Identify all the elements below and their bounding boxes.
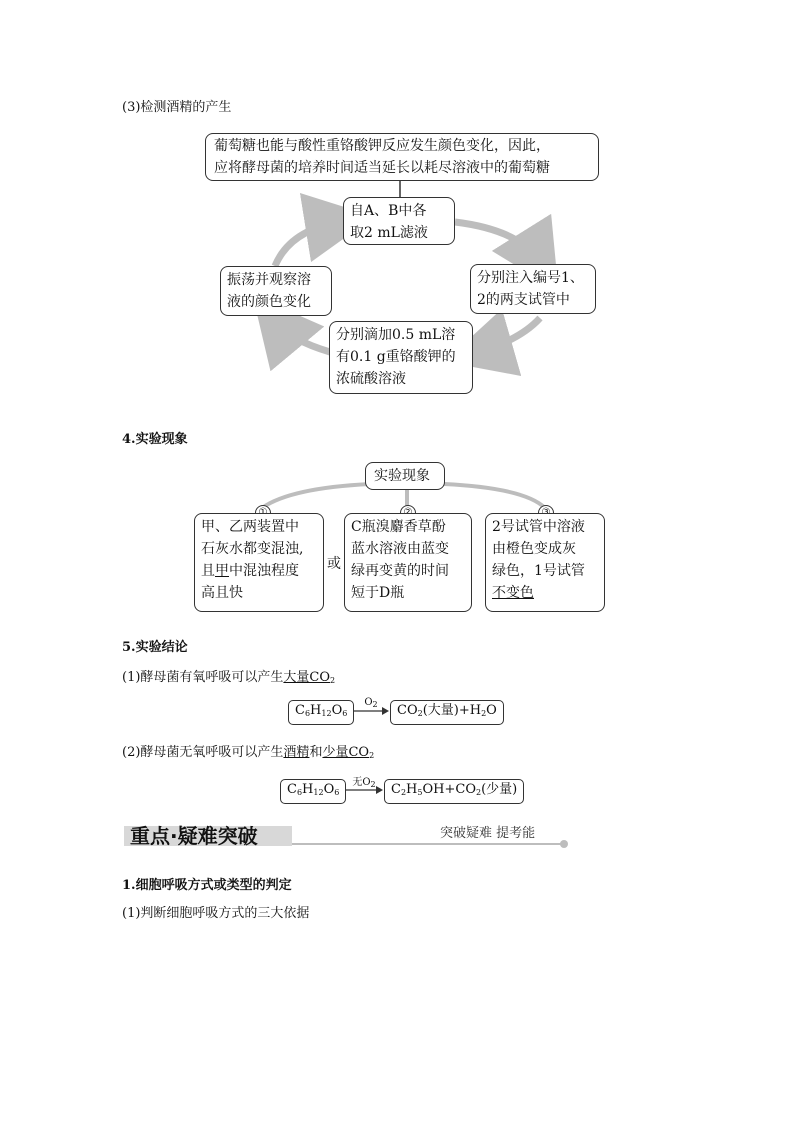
step3-line-1: 分别滴加0.5 mL溶 — [336, 327, 456, 343]
c1-u-text: 大量CO — [283, 670, 331, 685]
eq2-arrow — [344, 785, 384, 795]
p1-line-3 — [201, 560, 317, 582]
p3-line-2: 由橙色变成灰 — [492, 541, 576, 557]
arrow-4-to-1 — [275, 222, 340, 266]
p2-line-1: C瓶溴麝香草酚 — [351, 519, 446, 535]
phenomena-root — [365, 462, 445, 490]
c2-pre: (2)酵母菌无氧呼吸可以产生 — [122, 745, 284, 760]
step2-line-1: 分别注入编号1、 — [477, 270, 584, 286]
step1-line-2: 取2 mL滤液 — [350, 225, 428, 241]
phenomena-root-label: 实验现象 — [374, 468, 430, 484]
step3-line-2: 有0.1 g重铬酸钾的 — [336, 349, 456, 365]
p3-line-3: 绿色，1号试管 — [492, 563, 585, 579]
phenomenon-3 — [485, 513, 605, 612]
p1-line-2: 石灰水都变混浊, — [201, 541, 304, 557]
section-banner — [124, 822, 570, 850]
conclusion-1 — [122, 670, 335, 689]
step2-box — [470, 264, 596, 314]
eq2-condition: 无$O_2$ — [352, 777, 376, 789]
c1-pre: (1)酵母菌有氧呼吸可以产生 — [122, 670, 284, 685]
step3-line-3: 浓硫酸溶液 — [336, 371, 406, 387]
phenomenon-2 — [344, 513, 472, 612]
p1-l3-underlined: 甲 — [215, 563, 229, 579]
eq1-condition: $O_2$ — [364, 697, 378, 709]
p2-line-2: 蓝水溶液由蓝变 — [351, 541, 449, 557]
c1-sub: 2 — [330, 676, 336, 685]
arrow-1-to-2 — [455, 222, 540, 262]
c2-mid: 和 — [309, 745, 323, 760]
p1-l3-pre: 且 — [201, 563, 215, 579]
p3-line-1: 2号试管中溶液 — [492, 519, 585, 535]
p2-line-4: 短于D瓶 — [351, 585, 405, 601]
part1-subtitle: (1)判断细胞呼吸方式的三大依据 — [122, 906, 310, 921]
banner-subtitle: 突破疑难 提考能 — [440, 826, 536, 841]
c2-u1: 酒精 — [283, 745, 310, 760]
eq1-arrow — [352, 706, 390, 716]
phenomenon-1 — [194, 513, 324, 612]
c2-u2-wrap — [322, 745, 374, 760]
step2-line-2: 2的两支试管中 — [477, 292, 570, 308]
c2-u2: 少量CO — [322, 745, 370, 760]
c2-sub: 2 — [369, 751, 375, 760]
c1-underlined — [283, 670, 335, 685]
p1-l3-post: 中混浊程度 — [229, 563, 299, 579]
arrow-3-to-4 — [275, 322, 330, 352]
section3-title: (3)检测酒精的产生 — [122, 100, 232, 115]
part1-title: 1.细胞呼吸方式或类型的判定 — [122, 878, 292, 893]
step3-box — [329, 321, 473, 394]
p2-line-3: 绿再变黄的时间 — [351, 563, 449, 579]
or-label: 或 — [327, 556, 341, 572]
banner-title: 重点·疑难突破 — [130, 824, 258, 848]
section4-title: 4.实验现象 — [122, 432, 188, 447]
p3-line-4: 不变色 — [492, 585, 534, 601]
conclusion-2 — [122, 745, 374, 764]
note-line-1: 葡萄糖也能与酸性重铬酸钾反应发生颜色变化，因此， — [214, 138, 550, 154]
eq2-right: $C_2H_5OH+CO_2$(少量) — [384, 779, 524, 804]
p1-line-1: 甲、乙两装置中 — [201, 519, 299, 535]
step1-box — [343, 197, 455, 245]
eq2-left: $C_6H_{12}O_6$ — [280, 779, 346, 804]
section5-title: 5.实验结论 — [122, 640, 188, 655]
step4-line-1: 振荡并观察溶 — [227, 272, 311, 288]
step1-line-1: 自A、B中各 — [350, 203, 427, 219]
note-line-2: 应将酵母菌的培养时间适当延长以耗尽溶液中的葡萄糖 — [214, 160, 550, 176]
p1-line-4: 高且快 — [201, 585, 243, 601]
eq1-left: $C_6H_{12}O_6$ — [288, 700, 354, 725]
arrow-2-to-3 — [478, 318, 540, 352]
eq1-right: $CO_2$(大量)$+H_2O$ — [390, 700, 504, 725]
step4-line-2: 液的颜色变化 — [227, 294, 311, 310]
step4-box — [220, 266, 332, 316]
